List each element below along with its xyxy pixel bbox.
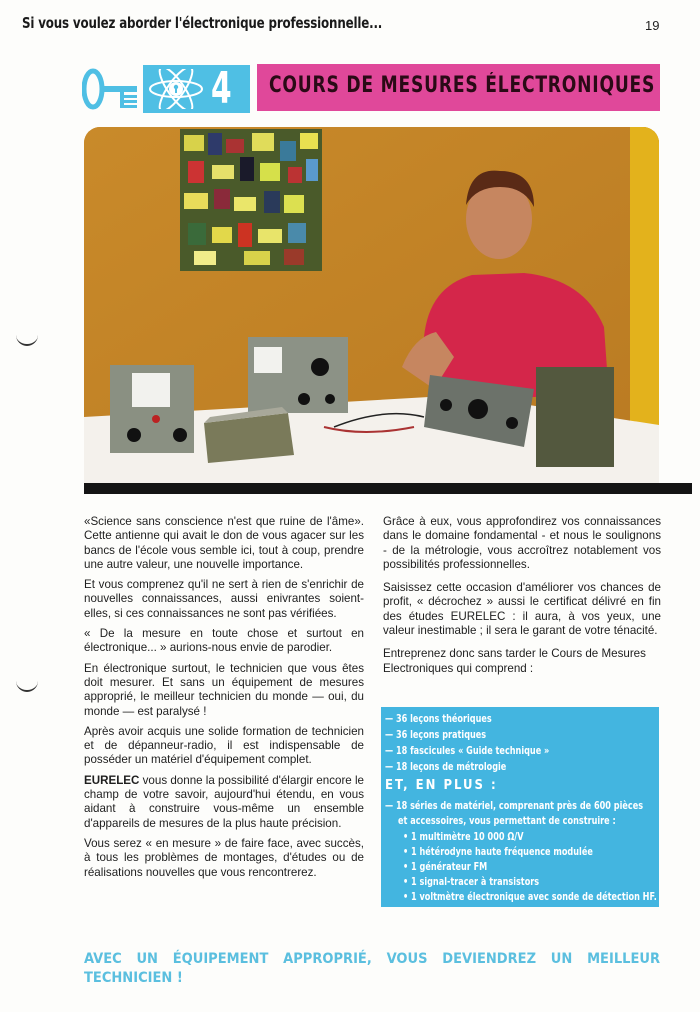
paragraph: En électronique surtout, le technicien que vous êtes doit mesurer. Et sans un équipement de mesures approprié, le meilleur technicien du monde — oui, du monde — est paralysé ! — [84, 661, 364, 718]
paragraph: Après avoir acquis une solide formation de technicien et de dépanneur-radio, il est indispensable de posséder un matériel d'équipement complet. — [84, 724, 364, 767]
right-column-text — [383, 515, 661, 682]
instrument-item: • 1 générateur FM — [403, 861, 488, 873]
abstract-painting — [180, 129, 322, 271]
course-number-badge — [143, 65, 250, 113]
left-column-text — [84, 515, 364, 886]
list-item: — 18 leçons de métrologie — [385, 761, 507, 773]
slogan — [84, 950, 660, 988]
running-head: Si vous voulez aborder l'électronique professionnelle... — [22, 14, 383, 32]
course-number: 4 — [211, 63, 232, 114]
instrument-item: • 1 voltmètre électronique avec sonde de détection HF. — [403, 891, 657, 903]
course-contents-box — [381, 707, 659, 907]
paragraph: Entreprenez donc sans tarder le Cours de Mesures Electroniques qui comprend : — [383, 647, 646, 675]
key-icon — [82, 68, 140, 112]
list-item: — 36 leçons pratiques — [385, 729, 487, 741]
paragraph-eurelec — [84, 774, 364, 831]
material-line: et accessoires, vous permettant de construire : — [398, 815, 616, 827]
plus-heading: ET, EN PLUS : — [385, 778, 498, 793]
slogan-line-2: TECHNICIEN ! — [84, 970, 183, 986]
instrument-vtvm — [110, 365, 194, 453]
slogan-line-1: AVEC UN ÉQUIPEMENT APPROPRIÉ, VOUS DEVIENDREZ UN MEILLEUR — [84, 951, 660, 967]
course-title: COURS DE MESURES ÉLECTRONIQUES — [269, 73, 656, 98]
punch-hole-top — [16, 330, 38, 346]
material-line: — 18 séries de matériel, comprenant près de 600 pièces — [385, 800, 644, 812]
course-title-banner — [257, 64, 660, 111]
paragraph: Saisissez cette occasion d'améliorer vos chances de profit, « décrochez » aussi le certificat délivré en fin des études EURELEC : il aura, à vos yeux, une valeur inestimable ; il sera le garant de votre ténacité. — [383, 581, 661, 638]
punch-hole-bottom — [16, 676, 38, 692]
photo-technician-workbench — [84, 127, 659, 483]
instrument-item: • 1 signal-tracer à transistors — [403, 876, 540, 888]
paragraph: «Science sans conscience n'est que ruine de l'âme». Cette antienne qui avait le don de vous agacer sur les bancs de l'école vous semble ici, tout à coup, prendre une autre valeur, une nouvelle importance. — [84, 515, 364, 571]
instrument-item: • 1 hétérodyne haute fréquence modulée — [403, 846, 593, 858]
list-item: — 18 fascicules « Guide technique » — [385, 745, 550, 757]
instrument-generator — [248, 337, 348, 413]
instrument-item: • 1 multimètre 10 000 Ω/V — [403, 831, 524, 843]
page-number: 19 — [645, 18, 660, 33]
paragraph-rest: vous donne la possibilité d'élargir encore le champ de votre savoir, aujourd'hui étendu, en vous aidant à construire vous-même un ensemble d'appareils de mesures de la plus haute précision. — [84, 773, 364, 830]
paragraph: Vous serez « en mesure » de faire face, avec succès, à tous les problèmes de montages, d'études ou de réalisations nouvelles que vous rencontrerez. — [84, 836, 364, 879]
paragraph: Et vous comprenez qu'il ne sert à rien de s'enrichir de nouvelles connaissances, aussi enivrantes soient-elles, si ces connaissances ne sont pas vérifiées. — [84, 578, 364, 620]
paragraph: « De la mesure en toute chose et surtout en électronique... » aurions-nous envie de parodier. — [84, 627, 364, 655]
paragraph: Grâce à eux, vous approfondirez vos connaissances dans le domaine fondamental - et nous le soulignons - de la métrologie, vous accroîtrez notablement vos possibilités professionnelles. — [383, 515, 661, 571]
brand-name: EURELEC — [84, 773, 140, 787]
atom-icon — [147, 69, 205, 109]
divider-bar — [84, 483, 692, 494]
list-item: — 36 leçons théoriques — [385, 713, 492, 725]
